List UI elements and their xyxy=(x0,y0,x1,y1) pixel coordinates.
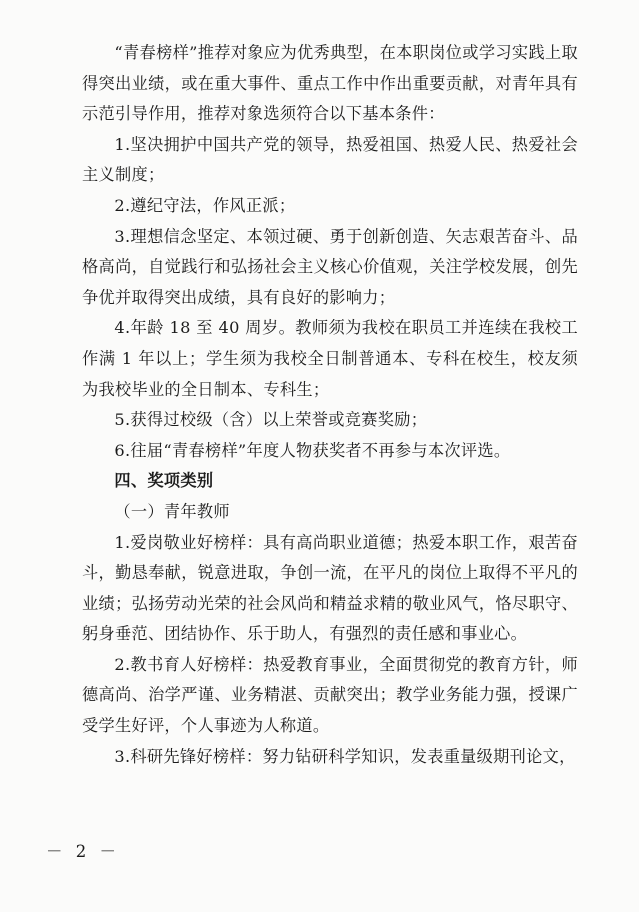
condition-1: 1.坚决拥护中国共产党的领导，热爱祖国、热爱人民、热爱社会主义制度； xyxy=(82,134,578,185)
award-item-3: 3.科研先锋好榜样：努力钻研科学知识，发表重量级期刊论文， xyxy=(114,746,576,766)
condition-6: 6.往届“青春榜样”年度人物获奖者不再参与本次评选。 xyxy=(114,440,511,460)
condition-5: 5.获得过校级（含）以上荣誉或竞赛奖励； xyxy=(114,410,428,430)
intro-paragraph: “青春榜样”推荐对象应为优秀典型，在本职岗位或学习实践上取得突出业绩，或在重大事件、重点工作中作出重要贡献，对青年具有示范引导作用，推荐对象选须符合以下基本条件： xyxy=(82,43,578,124)
award-item-2: 2.教书育人好榜样：热爱教育事业，全面贯彻党的教育方针，师德高尚、治学严谨、业务精湛、贡献突出；教学业务能力强，授课广受学生好评，个人事迹为人称道。 xyxy=(82,654,578,736)
condition-3: 3.理想信念坚定、本领过硬、勇于创新创造、矢志艰苦奋斗、品格高尚，自觉践行和弘扬社会主义核心价值观，关注学校发展，创先争优并取得突出成绩，具有良好的影响力； xyxy=(82,226,578,307)
page-number: － 2 － xyxy=(46,842,120,861)
condition-4: 4.年龄 18 至 40 周岁。教师须为我校在职员工并连续在我校工作满 1 年以上；学生须为我校全日制普通本、专科在校生，校友须为我校毕业的全日制本、专科生； xyxy=(82,318,578,399)
section-heading-award-categories: 四、奖项类别 xyxy=(114,471,214,491)
condition-2: 2.遵纪守法，作风正派； xyxy=(114,195,296,215)
document-body xyxy=(82,38,578,772)
award-item-1: 1.爱岗敬业好榜样：具有高尚职业道德；热爱本职工作，艰苦奋斗，勤恳奉献，锐意进取，争创一流，在平凡的岗位上取得不平凡的业绩；弘扬劳动光荣的社会风尚和精益求精的敬业风气，恪尽职守、躬身垂范、团结协作、乐于助人，有强烈的责任感和事业心。 xyxy=(82,532,578,644)
subsection-heading-young-teachers: （一）青年教师 xyxy=(114,501,230,521)
